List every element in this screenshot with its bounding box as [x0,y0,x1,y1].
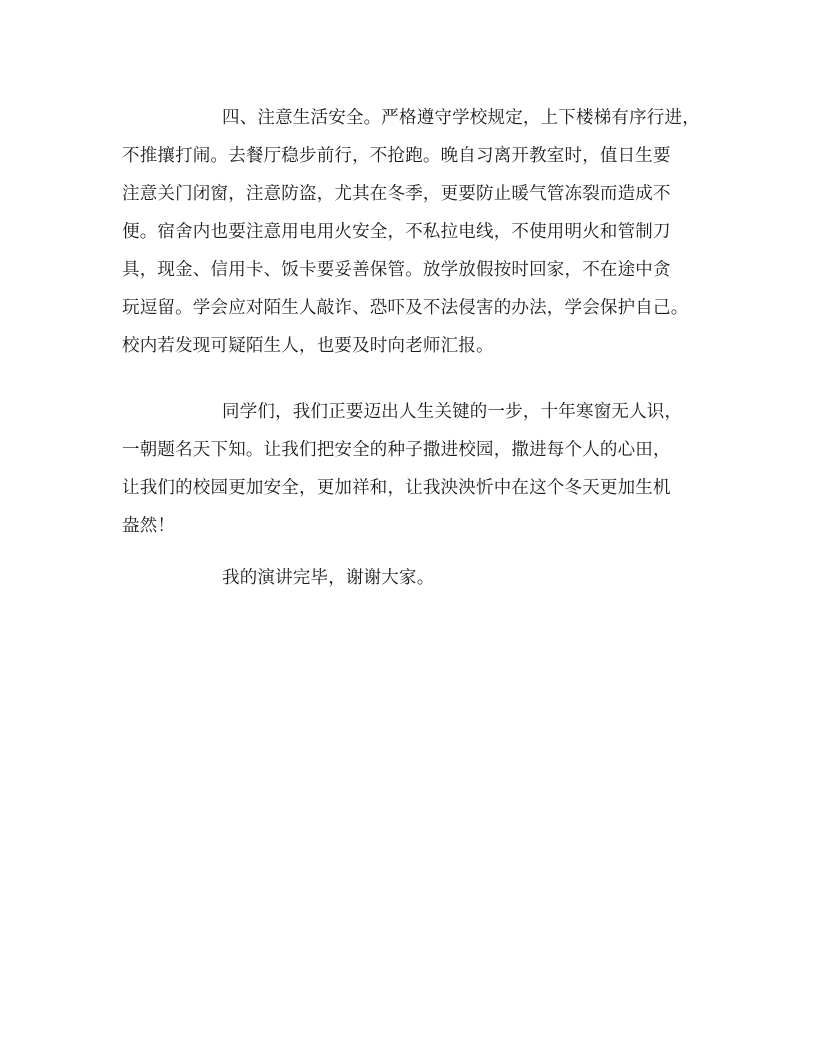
paragraph-1-line-4: 便。宿舍内也要注意用电用火安全，不私拉电线，不使用明火和管制刀 [122,222,671,242]
paragraph-1-line-1: 四、注意生活安全。严格遵守学校规定，上下楼梯有序行进， [222,108,700,128]
paragraph-3-line-1: 我的演讲完毕，谢谢大家。 [222,568,435,588]
paragraph-1-line-3: 注意关门闭窗，注意防盗，尤其在冬季，更要防止暖气管冻裂而造成不 [122,184,671,204]
paragraph-2-line-3: 让我们的校园更加安全，更加祥和，让我泱泱忻中在这个冬天更加生机 [122,478,671,498]
paragraph-1-line-5: 具，现金、信用卡、饭卡要妥善保管。放学放假按时回家，不在途中贪 [122,260,671,280]
paragraph-1-line-7: 校内若发现可疑陌生人，也要及时向老师汇报。 [122,336,494,356]
paragraph-1-line-2: 不推攘打闹。去餐厅稳步前行，不抢跑。晚自习离开教室时，值日生要 [122,146,671,166]
paragraph-2-line-1: 同学们，我们正要迈出人生关键的一步，十年寒窗无人识， [222,402,683,422]
paragraph-2-line-4: 盎然！ [122,516,176,536]
paragraph-2-line-2: 一朝题名天下知。让我们把安全的种子撒进校园，撒进每个人的心田， [122,440,671,460]
paragraph-1-line-6: 玩逗留。学会应对陌生人敲诈、恐吓及不法侵害的办法，学会保护自己。 [122,298,689,318]
